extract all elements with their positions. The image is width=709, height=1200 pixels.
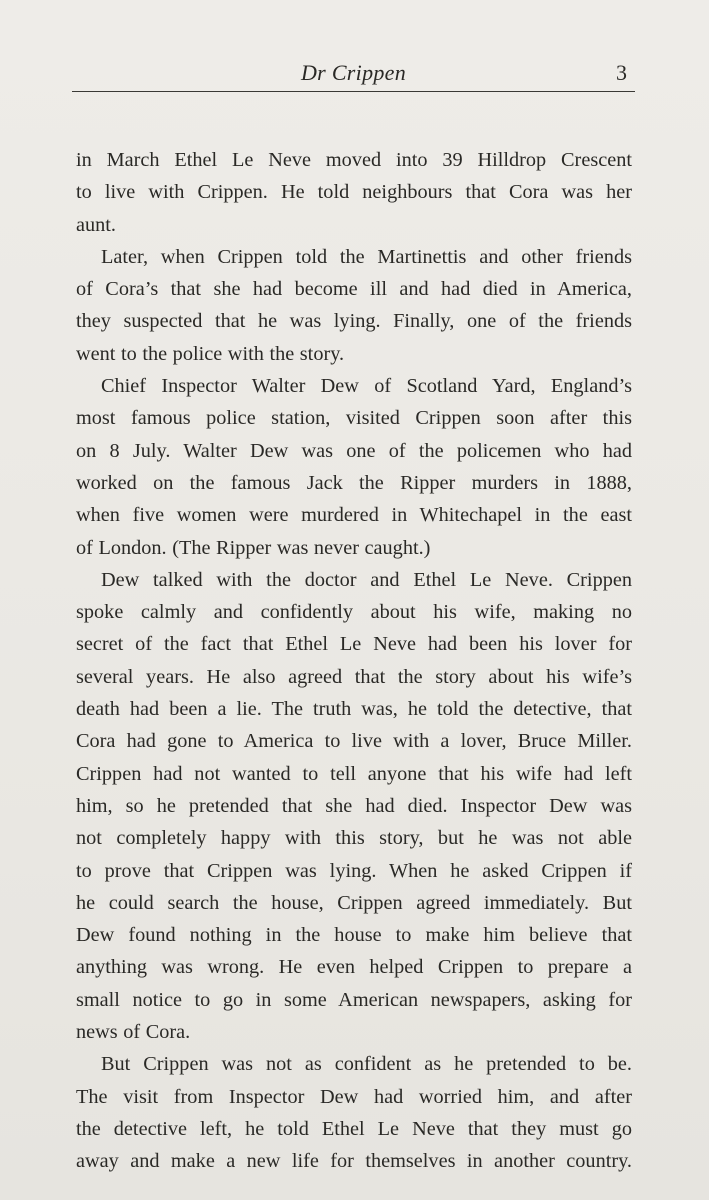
text-line: Dew talked with the doctor and Ethel Le Neve. Crippen [101, 568, 632, 591]
text-line: But Crippen was not as confident as he pretended to be. [101, 1053, 632, 1076]
text-line: death had been a lie. The truth was, he told the detective, that [76, 698, 632, 721]
text-line: Crippen had not wanted to tell anyone that his wife had left [76, 762, 632, 785]
text-line: of London. (The Ripper was never caught.) [76, 536, 431, 559]
text-line: spoke calmly and confidently about his wife, making no [76, 601, 632, 624]
text-line: to live with Crippen. He told neighbours that Cora was her [76, 181, 632, 204]
text-line: most famous police station, visited Crippen soon after this [76, 407, 632, 430]
text-line: news of Cora. [76, 1021, 191, 1044]
text-line: went to the police with the story. [76, 342, 345, 365]
paragraph [76, 241, 632, 370]
text-line: Cora had gone to America to live with a lover, Bruce Miller. [76, 730, 632, 753]
text-line: of Cora’s that she had become ill and had died in America, [76, 278, 632, 301]
text-line: anything was wrong. He even helped Crippen to prepare a [76, 956, 632, 979]
paragraph [76, 370, 632, 564]
text-line: the detective left, he told Ethel Le Neve that they must go [76, 1117, 632, 1140]
text-line: they suspected that he was lying. Finally, one of the friends [76, 310, 632, 333]
body-text [76, 144, 632, 1178]
text-line: away and make a new life for themselves in another country. [76, 1150, 632, 1173]
paragraph [76, 564, 632, 1048]
text-line: worked on the famous Jack the Ripper murders in 1888, [76, 471, 632, 494]
text-line: several years. He also agreed that the story about his wife’s [76, 665, 632, 688]
text-line: small notice to go in some American newspapers, asking for [76, 988, 632, 1011]
text-line: Chief Inspector Walter Dew of Scotland Yard, England’s [101, 375, 632, 398]
text-line: Dew found nothing in the house to make him believe that [76, 924, 632, 947]
header-rule [72, 91, 635, 92]
text-line: when five women were murdered in Whitechapel in the east [76, 504, 632, 527]
paragraph [76, 1048, 632, 1177]
text-line: to prove that Crippen was lying. When he asked Crippen if [76, 859, 632, 882]
text-line: him, so he pretended that she had died. Inspector Dew was [76, 794, 632, 817]
text-line: aunt. [76, 213, 116, 236]
text-line: secret of the fact that Ethel Le Neve had been his lover for [76, 633, 632, 656]
text-line: The visit from Inspector Dew had worried him, and after [76, 1085, 632, 1108]
page-number: 3 [616, 60, 627, 85]
text-line: not completely happy with this story, but he was not able [76, 827, 632, 850]
paragraph [76, 144, 632, 241]
running-title: Dr Crippen [300, 60, 407, 85]
text-line: Later, when Crippen told the Martinettis and other friends [101, 245, 632, 268]
running-head [72, 58, 635, 90]
text-line: on 8 July. Walter Dew was one of the policemen who had [76, 439, 632, 462]
text-line: in March Ethel Le Neve moved into 39 Hilldrop Crescent [76, 149, 632, 171]
text-line: he could search the house, Crippen agreed immediately. But [76, 891, 632, 914]
